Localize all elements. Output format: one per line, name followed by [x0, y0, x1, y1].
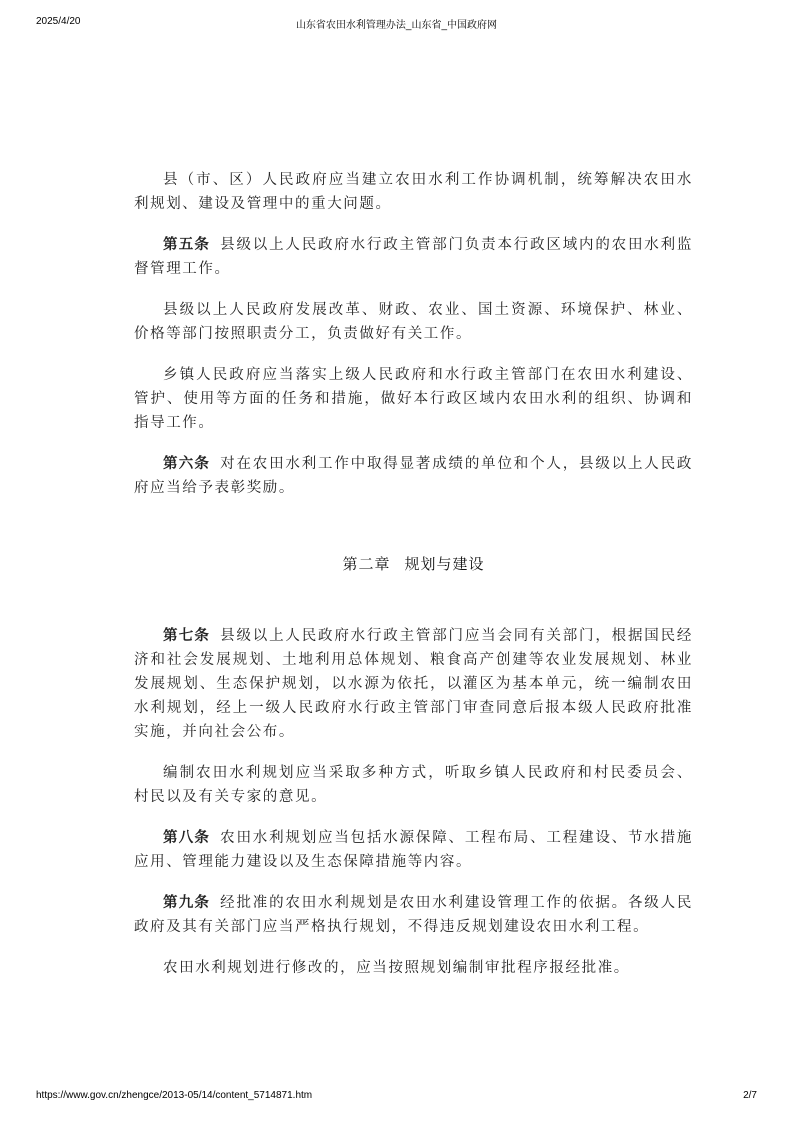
- article-text: 对在农田水利工作中取得显著成绩的单位和个人，县级以上人民政府应当给予表彰奖励。: [134, 456, 693, 496]
- print-header: [0, 16, 793, 30]
- page-number: 2/7: [743, 1090, 757, 1101]
- article-5: [134, 233, 693, 281]
- article-text: 县级以上人民政府水行政主管部门应当会同有关部门，根据国民经济和社会发展规划、土地利用总体规划、粮食高产创建等农业发展规划、林业发展规划、生态保护规划，以水源为依托，以灌区为基本单元，统一编制农田水利规划，经上一级人民政府水行政主管部门审查同意后报本级人民政府批准实施，并向社会公布。: [134, 628, 693, 740]
- paragraph-text: 编制农田水利规划应当采取多种方式，听取乡镇人民政府和村民委员会、村民以及有关专家的意见。: [134, 765, 693, 805]
- article-8: [134, 826, 693, 874]
- paragraph-text: 县（市、区）人民政府应当建立农田水利工作协调机制，统筹解决农田水利规划、建设及管理中的重大问题。: [134, 172, 693, 212]
- paragraph-revision: [134, 956, 693, 980]
- document-body: [134, 168, 693, 997]
- paragraph-consultation: [134, 761, 693, 809]
- paragraph-text: 乡镇人民政府应当落实上级人民政府和水行政主管部门在农田水利建设、管护、使用等方面的任务和措施，做好本行政区域内农田水利的组织、协调和指导工作。: [134, 367, 693, 431]
- article-9: [134, 891, 693, 939]
- chapter-name: 规划与建设: [404, 555, 485, 573]
- page-url: https://www.gov.cn/zhengce/2013-05/14/content_5714871.htm: [36, 1090, 313, 1101]
- article-number: 第七条: [163, 628, 211, 644]
- paragraph-text: 农田水利规划进行修改的，应当按照规划编制审批程序报经批准。: [163, 960, 630, 976]
- paragraph-text: 县级以上人民政府发展改革、财政、农业、国土资源、环境保护、林业、价格等部门按照职责分工，负责做好有关工作。: [134, 302, 693, 342]
- article-text: 县级以上人民政府水行政主管部门负责本行政区域内的农田水利监督管理工作。: [134, 237, 693, 277]
- article-number: 第六条: [163, 456, 211, 472]
- page-title: 山东省农田水利管理办法_山东省_中国政府网: [295, 20, 498, 31]
- article-text: 经批准的农田水利规划是农田水利建设管理工作的依据。各级人民政府及其有关部门应当严格执行规划，不得违反规划建设农田水利工程。: [134, 895, 693, 935]
- article-text: 农田水利规划应当包括水源保障、工程布局、工程建设、节水措施应用、管理能力建设以及生态保障措施等内容。: [134, 830, 693, 870]
- article-number: 第九条: [163, 895, 211, 911]
- article-7: [134, 624, 693, 744]
- paragraph-departments: [134, 298, 693, 346]
- article-number: 第八条: [163, 830, 211, 846]
- article-6: [134, 452, 693, 500]
- article-number: 第五条: [163, 237, 211, 253]
- chapter-heading: [134, 552, 693, 576]
- chapter-number: 第二章: [342, 555, 391, 573]
- print-footer: [0, 1090, 793, 1104]
- paragraph-coordination: [134, 168, 693, 216]
- paragraph-township: [134, 363, 693, 435]
- print-date: 2025/4/20: [36, 16, 81, 27]
